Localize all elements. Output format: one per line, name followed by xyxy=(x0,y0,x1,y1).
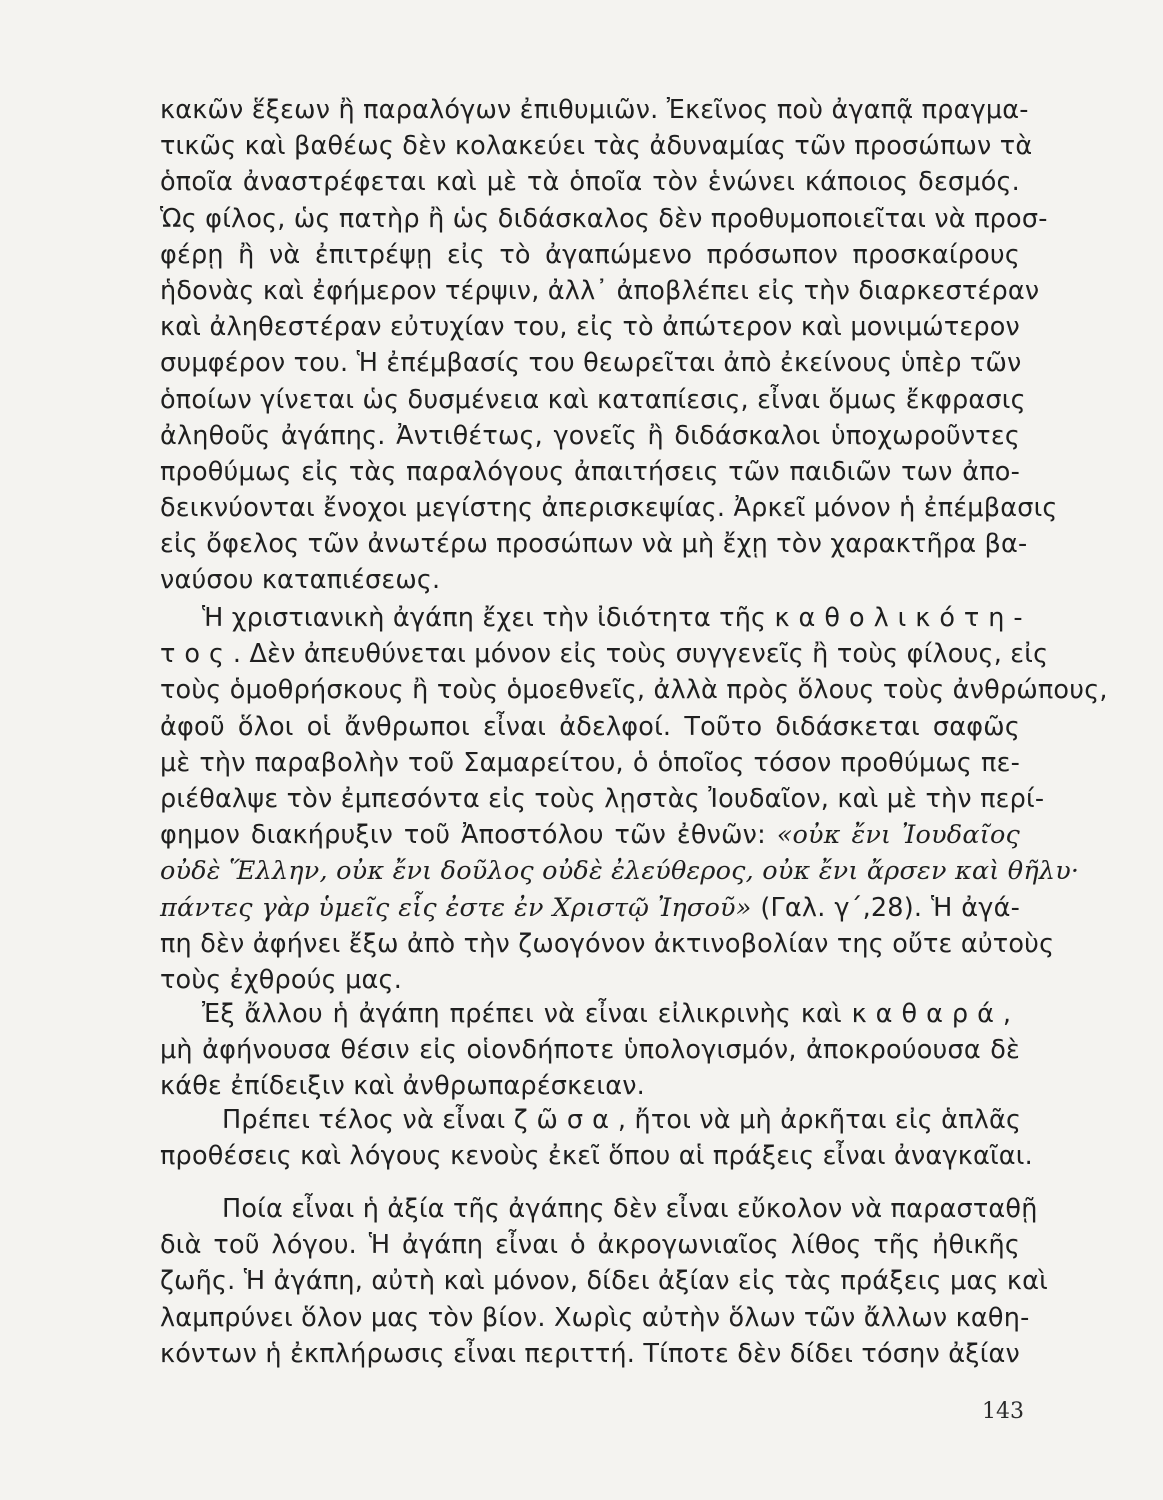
text-line: εἰς ὄφελος τῶν ἀνωτέρω προσώπων νὰ μὴ ἔχῃ τὸν χαρακτῆρα βα- xyxy=(160,529,1028,560)
text-line: πη δὲν ἀφήνει ἔξω ἀπὸ τὴν ζωογόνον ἀκτινοβολίαν της οὔτε αὐτοὺς xyxy=(160,928,1055,959)
text-line: Ἡ χριστιανικὴ ἀγάπη ἔχει τὴν ἰδιότητα τῆς καθολικότη- xyxy=(202,603,1032,633)
text-line: ριέθαλψε τὸν ἐμπεσόντα εἰς τοὺς λῃστὰς Ἰουδαῖον, καὶ μὲ τὴν περί- xyxy=(160,783,1045,814)
scripture-quote: οὐδὲ Ἕλλην, οὐκ ἔνι δοῦλος οὐδὲ ἐλεύθερος, οὐκ ἔνι ἄρσεν καὶ θῆλυ· xyxy=(160,856,1080,887)
spaced-emphasis: τος xyxy=(160,639,233,670)
text-line: προθύμως εἰς τὰς παραλόγους ἀπαιτήσεις τῶν παιδιῶν των ἀπο- xyxy=(160,456,1020,487)
scripture-quote: πάντες γὰρ ὑμεῖς εἷς ἐστε ἐν Χριστῷ Ἰησοῦ» xyxy=(160,892,752,923)
text-line xyxy=(160,853,1080,889)
text-line: τοὺς ὁμοθρήσκους ἢ τοὺς ὁμοεθνεῖς, ἀλλὰ πρὸς ὅλους τοὺς ἀνθρώπους, xyxy=(160,675,1108,706)
text-line: Πρέπει τέλος νὰ εἶναι ζῶσα, ἤτοι νὰ μὴ ἀρκῆται εἰς ἁπλᾶς xyxy=(222,1105,1022,1135)
paragraph-1 xyxy=(160,92,1058,599)
text-line: ζωῆς. Ἡ ἀγάπη, αὐτὴ καὶ μόνον, δίδει ἀξίαν εἰς τὰς πράξεις μας καὶ xyxy=(160,1266,1048,1297)
text-line: τοὺς ἐχθρούς μας. xyxy=(160,964,403,995)
text-line: φημον διακήρυξιν τοῦ Ἀποστόλου τῶν ἐθνῶν: «οὐκ ἔνι Ἰουδαῖος xyxy=(160,820,1020,851)
text-line: τικῶς καὶ βαθέως δὲν κολακεύει τὰς ἀδυναμίας τῶν προσώπων τὰ xyxy=(160,131,1033,162)
text-line: μὲ τὴν παραβολὴν τοῦ Σαμαρείτου, ὁ ὁποῖος τόσον προθύμως πε- xyxy=(160,747,1020,778)
text-line: Ποία εἶναι ἡ ἀξία τῆς ἀγάπης δὲν εἶναι εὔκολον νὰ παρασταθῇ xyxy=(222,1194,1038,1224)
spaced-emphasis: καθολικότη- xyxy=(774,603,1032,633)
text-line: ὁποίων γίνεται ὡς δυσμένεια καὶ καταπίεσις, εἶναι ὅμως ἔκφρασις xyxy=(160,384,1026,415)
text-line: κάθε ἐπίδειξιν καὶ ἀνθρωπαρέσκειαν. xyxy=(160,1071,645,1102)
spaced-emphasis: ζῶσα xyxy=(513,1105,618,1135)
spaced-emphasis: καθαρά, xyxy=(851,999,1020,1029)
page-number: 143 xyxy=(982,1399,1024,1424)
paragraph-4 xyxy=(160,1102,1033,1174)
text-line: καὶ ἀληθεστέραν εὐτυχίαν του, εἰς τὸ ἀπώτερον καὶ μονιμώτερον xyxy=(160,312,1020,343)
paragraph-3 xyxy=(160,996,1020,1105)
text-line: προθέσεις καὶ λόγους κενοὺς ἐκεῖ ὅπου αἱ πράξεις εἶναι ἀναγκαῖαι. xyxy=(160,1141,1033,1172)
text-line: κόντων ἡ ἐκπλήρωσις εἶναι περιττή. Τίποτε δὲν δίδει τόσην ἀξίαν xyxy=(160,1338,1020,1369)
text-line: λαμπρύνει ὅλον μας τὸν βίον. Χωρὶς αὐτὴν ὅλων τῶν ἄλλων καθη- xyxy=(160,1302,1030,1333)
text-line: ἀφοῦ ὅλοι οἱ ἄνθρωποι εἶναι ἀδελφοί. Τοῦτο διδάσκεται σαφῶς xyxy=(160,711,1020,742)
text-line: ναύσου καταπιέσεως. xyxy=(160,565,441,596)
text-line: δεικνύονται ἔνοχοι μεγίστης ἀπερισκεψίας. Ἀρκεῖ μόνον ἡ ἐπέμβασις xyxy=(160,493,1058,524)
text-line: συμφέρον του. Ἡ ἐπέμβασίς του θεωρεῖται ἀπὸ ἐκείνους ὑπὲρ τῶν xyxy=(160,348,1022,379)
scripture-quote: «οὐκ ἔνι Ἰουδαῖος xyxy=(776,820,1020,851)
paragraph-5 xyxy=(160,1191,1048,1372)
paragraph-2 xyxy=(160,600,1108,998)
text-line: ἀληθοῦς ἀγάπης. Ἀντιθέτως, γονεῖς ἢ διδάσκαλοι ὑποχωροῦντες xyxy=(160,420,1020,451)
text-line: φέρῃ ἢ νὰ ἐπιτρέψῃ εἰς τὸ ἀγαπώμενο πρόσωπον προσκαίρους xyxy=(160,239,1020,270)
text-line: διὰ τοῦ λόγου. Ἡ ἀγάπη εἶναι ὁ ἀκρογωνιαῖος λίθος τῆς ἠθικῆς xyxy=(160,1230,1020,1261)
text-line: μὴ ἀφήνουσα θέσιν εἰς οἱονδήποτε ὑπολογισμόν, ἀποκρούουσα δὲ xyxy=(160,1035,1020,1066)
text-line: κακῶν ἕξεων ἢ παραλόγων ἐπιθυμιῶν. Ἐκεῖνος ποὺ ἀγαπᾷ πραγμα- xyxy=(160,95,1029,125)
text-line: Ἐξ ἄλλου ἡ ἀγάπη πρέπει νὰ εἶναι εἰλικρινὴς καὶ καθαρά, xyxy=(202,999,1020,1029)
text-line: ὁποῖα ἀναστρέφεται καὶ μὲ τὰ ὁποῖα τὸν ἑνώνει κάποιος δεσμός. xyxy=(160,167,1020,198)
text-line: τος. Δὲν ἀπευθύνεται μόνον εἰς τοὺς συγγενεῖς ἢ τοὺς φίλους, εἰς xyxy=(160,639,1049,670)
text-line: ἡδονὰς καὶ ἐφήμερον τέρψιν, ἀλλ᾽ ἀποβλέπει εἰς τὴν διαρκεστέραν xyxy=(160,275,1040,306)
text-line: πάντες γὰρ ὑμεῖς εἷς ἐστε ἐν Χριστῷ Ἰησοῦ» (Γαλ. γ΄,28). Ἡ ἀγά- xyxy=(160,892,1020,923)
text-line: Ὡς φίλος, ὡς πατὴρ ἢ ὡς διδάσκαλος δὲν προθυμοποιεῖται νὰ προσ- xyxy=(160,203,1048,234)
